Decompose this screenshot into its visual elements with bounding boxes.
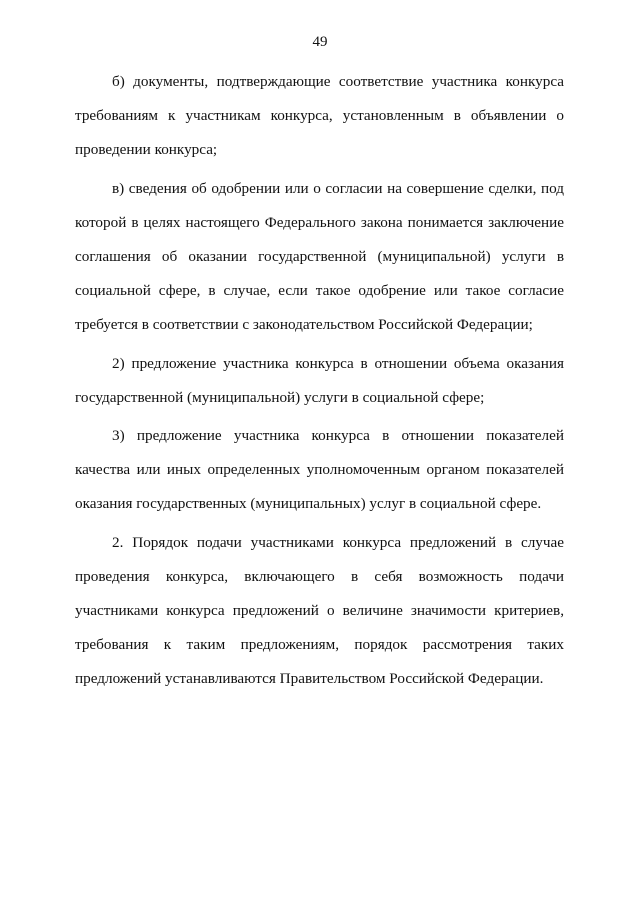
paragraph-v-approval-info: в) сведения об одобрении или о согласии на совершение сделки, под которой в целях настоящего Федерального закона понимается заключение соглашения об оказании государственной (муниципальной) услуги в социальной сфере, в случае, если такое одобрение или такое согласие требуется в соответствии с законодательством Российской Федерации; [75,179,564,334]
paragraph-2-volume-proposal: 2) предложение участника конкурса в отношении объема оказания государственной (муниципальной) услуги в социальной сфере; [75,354,564,406]
paragraph-b-documents: б) документы, подтверждающие соответствие участника конкурса требованиям к участникам конкурса, установленным в объявлении о проведении конкурса; [75,73,564,159]
page-number: 49 [312,34,328,50]
paragraph-section-2-procedure: 2. Порядок подачи участниками конкурса предложений в случае проведения конкурса, включающего в себя возможность подачи участниками конкурса предложений о величине значимости критериев, требования к таким предложениям, порядок рассмотрения таких предложений устанавливаются Правительством Российской Федерации. [75,533,564,688]
document-body [75,65,564,697]
paragraph-3-quality-proposal: 3) предложение участника конкурса в отношении показателей качества или иных определенных уполномоченным органом показателей оказания государственных (муниципальных) услуг в социальной сфере. [75,427,564,513]
